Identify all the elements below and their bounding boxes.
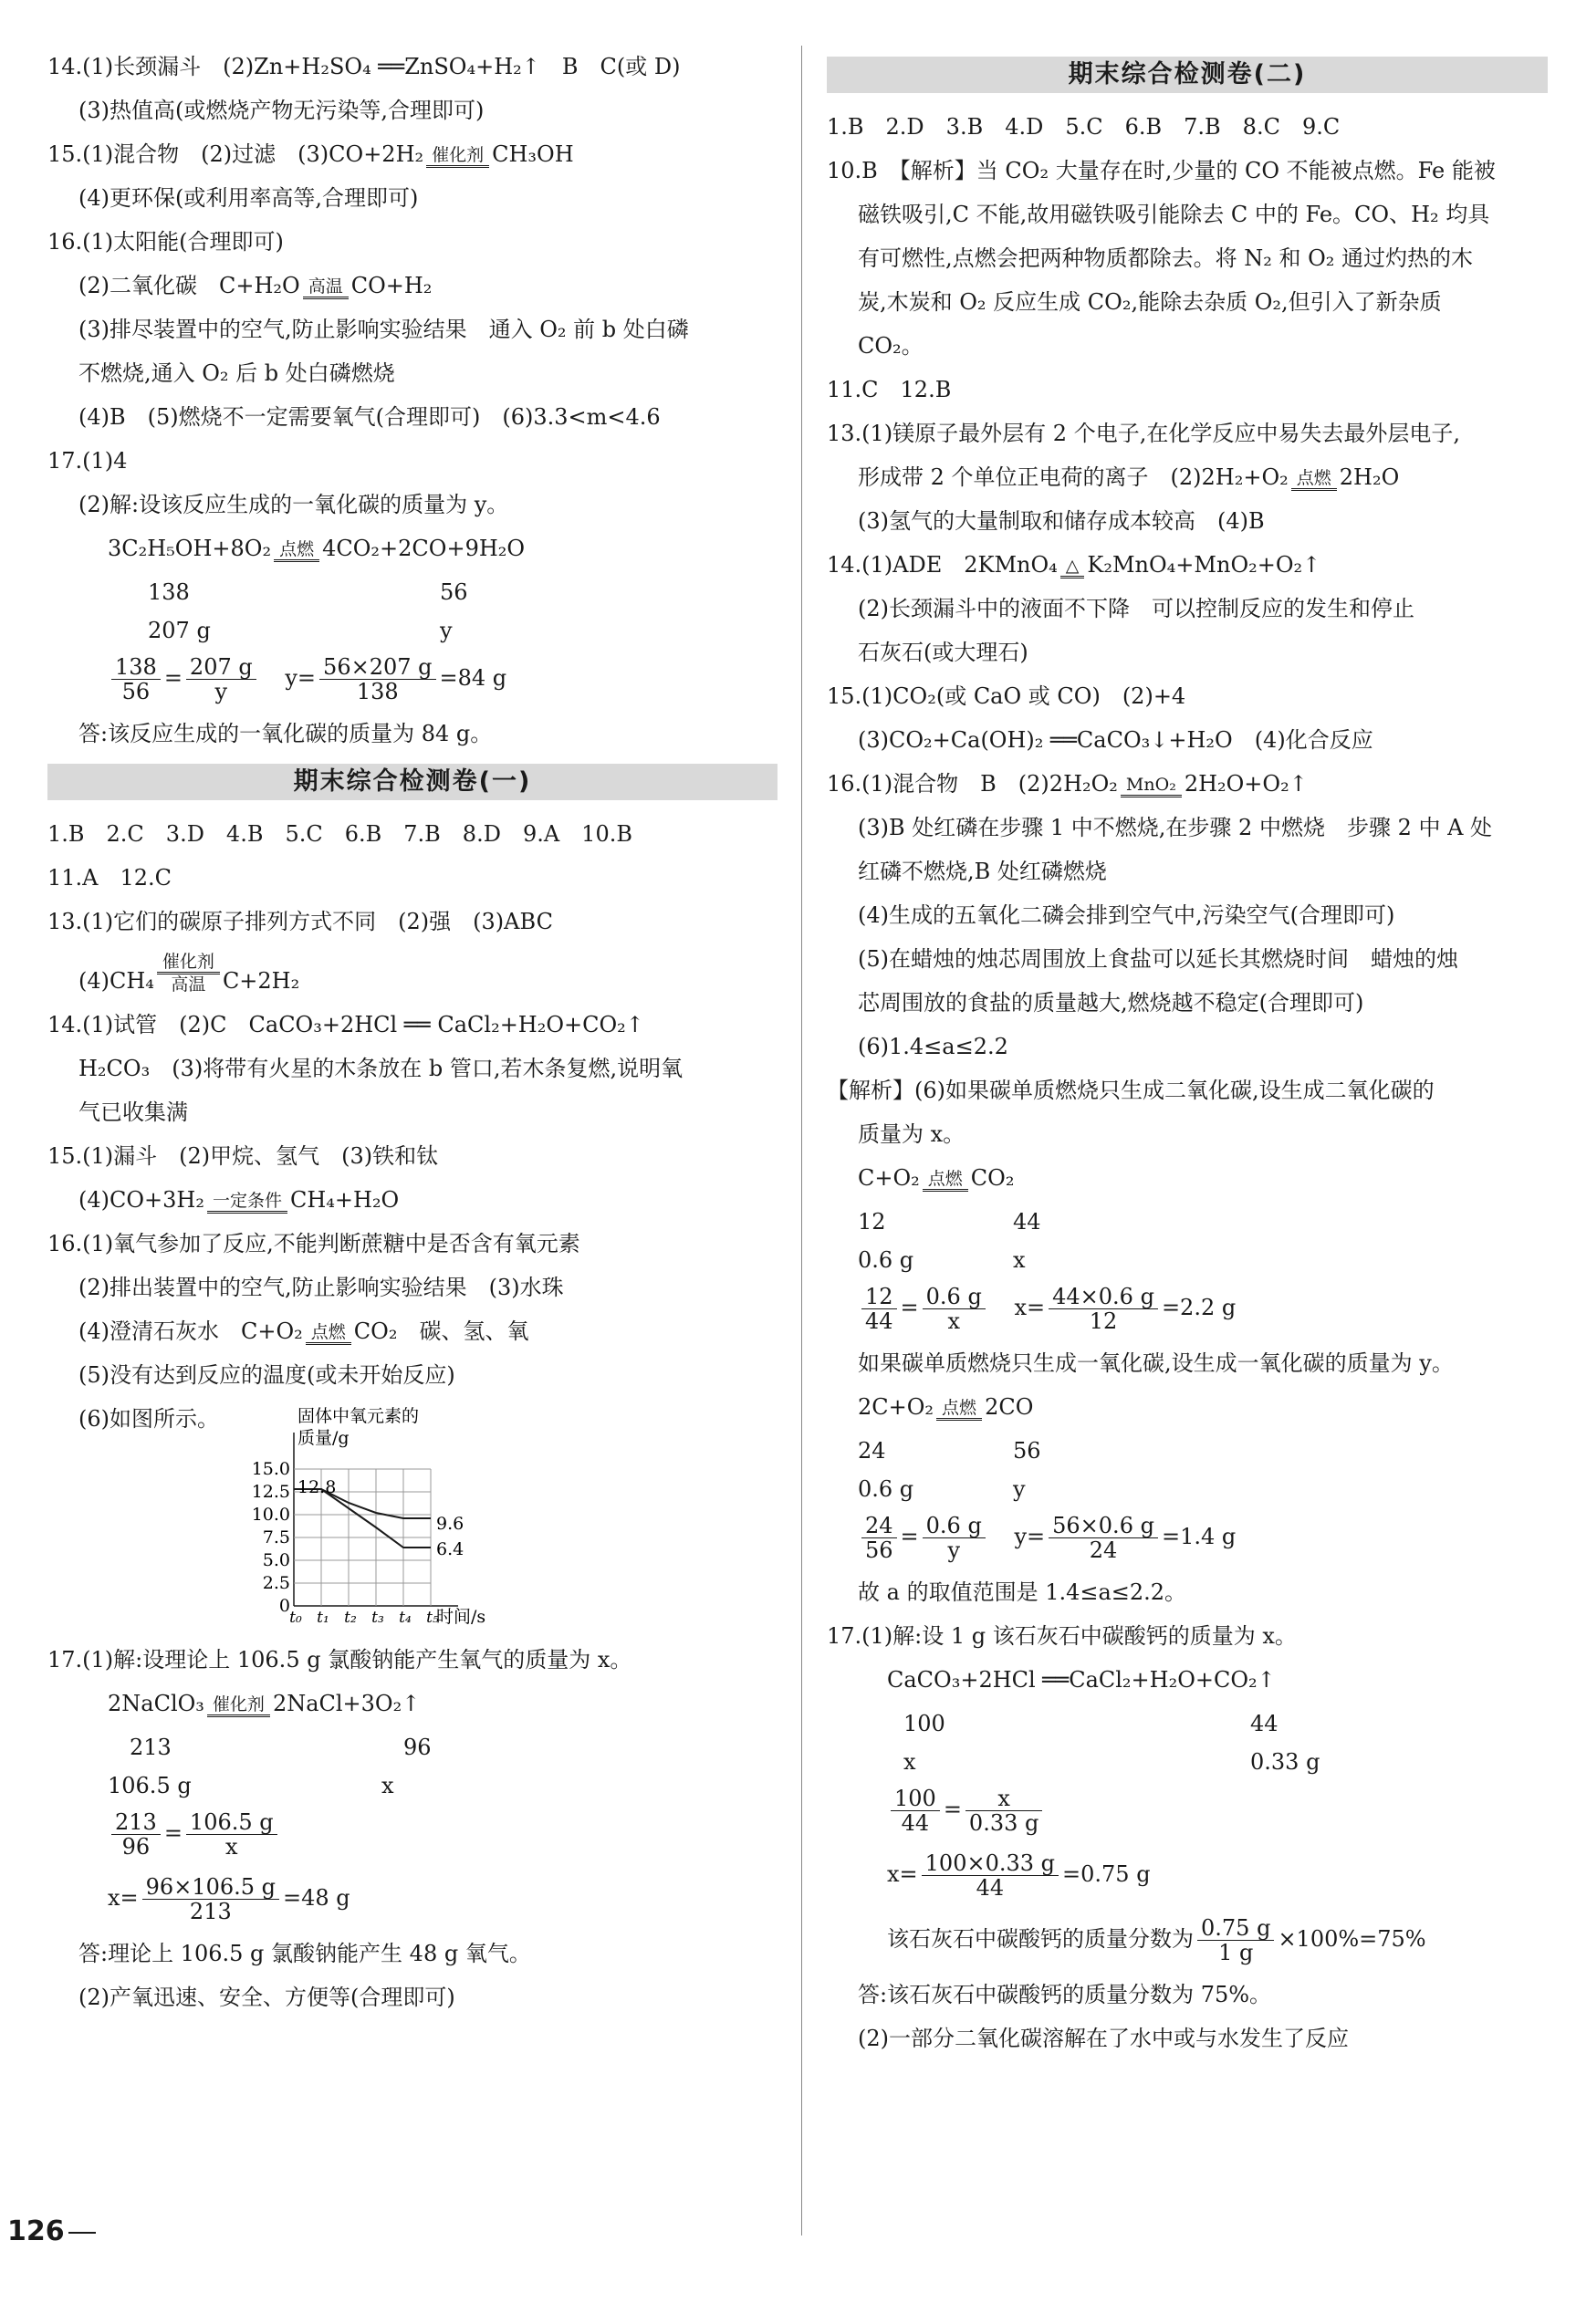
- s2-q13-line-3: (3)氢气的大量制取和储存成本较高 (4)B: [858, 508, 1265, 534]
- s1-q16-chart-row: [47, 1405, 778, 1633]
- q15-text: 15.(1)混合物 (2)过滤 (3)CO+2H₂: [47, 141, 424, 167]
- s2-q10-line-1: 10.B 【解析】当 CO₂ 大量存在时,少量的 CO 不能被点燃。Fe 能被: [827, 158, 1496, 183]
- s1-choices-1: 1.B 2.C 3.D 4.B 5.C 6.B 7.B 8.D 9.A 10.B: [47, 821, 632, 847]
- q15-product: CH₃OH: [492, 141, 574, 167]
- q16-line-4: 不燃烧,通入 O₂ 后 b 处白磷燃烧: [78, 360, 395, 386]
- oxygen-mass-chart: [230, 1405, 504, 1633]
- s2-eq2-proportion: $\frac{24}{56}$ = $\frac{0.6 g}{y}$ y= $\frac{56\times 0.6 g}{24}$ =1.4 g: [827, 1514, 1548, 1562]
- s2-eq1-mass-row: 12 44: [858, 1209, 1041, 1235]
- s1-q15-line-2: (4)CO+3H₂ 一定条件 CH₄+H₂O: [78, 1187, 400, 1213]
- reaction-condition: △: [1060, 556, 1085, 578]
- s2-q13-line-2: 形成带 2 个单位正电荷的离子 (2)2H₂+O₂ 点燃 2H₂O: [858, 464, 1400, 490]
- y-axis-label: 固体中氧元素的: [297, 1406, 420, 1426]
- s1-q17-line-2: (2)产氧迅速、安全、方便等(合理即可): [78, 1985, 455, 2010]
- s2-q14-line-1: 14.(1)ADE 2KMnO₄ △ K₂MnO₄+MnO₂+O₂↑: [827, 552, 1321, 578]
- section-title-exam-2: 期末综合检测卷(二): [827, 57, 1548, 93]
- x-tick-label: t₀: [289, 1609, 302, 1627]
- y-tick-label: 5.0: [262, 1550, 290, 1570]
- s2-q17-given-row: x 0.33 g: [903, 1749, 1320, 1775]
- s1-q13-line-1: 13.(1)它们的碳原子排列方式不同 (2)强 (3)ABC: [47, 909, 553, 934]
- s2-q16-line-6: 芯周围放的食盐的质量越大,燃烧越不稳定(合理即可): [858, 990, 1364, 1016]
- q17-mass-row: 138 56: [148, 579, 468, 605]
- s1-choices-2: 11.A 12.C: [47, 865, 172, 891]
- y-tick-label: 7.5: [262, 1527, 290, 1548]
- y-tick-label: 2.5: [262, 1573, 290, 1593]
- column-divider: [801, 46, 802, 2235]
- reaction-condition: 高温: [303, 276, 349, 299]
- s2-q16-line-2: (3)B 处红磷在步骤 1 中不燃烧,在步骤 2 中燃烧 步骤 2 中 A 处: [858, 815, 1493, 840]
- s2-q10-line-3: 有可燃性,点燃会把两种物质都除去。将 N₂ 和 O₂ 通过灼热的木: [858, 245, 1474, 271]
- x-tick-label: t₂: [344, 1609, 357, 1627]
- reaction-condition: 点燃: [936, 1398, 982, 1421]
- annotation-label: 6.4: [436, 1539, 464, 1559]
- reaction-condition: 点燃: [306, 1322, 351, 1345]
- x-tick-label: t₄: [399, 1609, 412, 1627]
- page-number: 126: [7, 2215, 96, 2247]
- section-title-exam-1: 期末综合检测卷(一): [47, 764, 778, 800]
- y-tick-label: 15.0: [251, 1459, 290, 1479]
- q17-equation: 3C₂H₅OH+8O₂ 点燃 4CO₂+2CO+9H₂O: [108, 536, 526, 561]
- s2-q17-proportion: $\frac{100}{44}$ = $\frac{x}{0.33 g}$: [827, 1787, 1548, 1835]
- q16-text: (2)二氧化碳 C+H₂O: [78, 273, 300, 298]
- x-axis-label: 时间/s: [436, 1607, 486, 1627]
- s2-q17-calc: x= $\frac{100\times 0.33 g}{44}$ =0.75 g: [887, 1850, 1151, 1901]
- s2-q16-line-4: (4)生成的五氧化二磷会排到空气中,污染空气(合理即可): [858, 902, 1395, 928]
- s1-q17-answer: 答:理论上 106.5 g 氯酸钠能产生 48 g 氧气。: [78, 1941, 531, 1966]
- s2-choices-2: 11.C 12.B: [827, 377, 952, 402]
- q15-line-2: (4)更环保(或利用率高等,合理即可): [78, 185, 419, 211]
- s2-q17-equation: CaCO₃+2HCl ══CaCl₂+H₂O+CO₂↑: [887, 1667, 1276, 1693]
- q17-line-2: (2)解:设该反应生成的一氧化碳的质量为 y。: [78, 492, 509, 517]
- s2-q17-mass-row: 100 44: [903, 1711, 1279, 1736]
- s2-choices-1: 1.B 2.D 3.B 4.D 5.C 6.B 7.B 8.C 9.C: [827, 114, 1341, 140]
- s2-q13-line-1: 13.(1)镁原子最外层有 2 个电子,在化学反应中易失去最外层电子,: [827, 421, 1460, 446]
- reaction-condition: 点燃: [1291, 468, 1337, 491]
- s1-q17-given-row: 106.5 g x: [108, 1773, 394, 1798]
- s2-eq1-given-row: 0.6 g x: [858, 1247, 1026, 1273]
- q16-product: CO+H₂: [350, 273, 433, 298]
- reaction-condition: 催化剂: [426, 145, 489, 168]
- s2-q10-line-2: 磁铁吸引,C 不能,故用磁铁吸引能除去 C 中的 Fe。CO、H₂ 均具: [858, 202, 1490, 227]
- left-column: [47, 53, 778, 2027]
- q17-given-row: 207 g y: [148, 618, 453, 643]
- s2-eq1-proportion: $\frac{12}{44}$ = $\frac{0.6 g}{x}$ x= $\frac{44\times 0.6 g}{12}$ =2.2 g: [827, 1285, 1548, 1333]
- reaction-condition: 点燃: [274, 539, 319, 562]
- reaction-condition: MnO₂: [1121, 775, 1182, 797]
- y-tick-label: 0: [278, 1596, 290, 1616]
- s1-q13-line-2: (4)CH₄ 催化剂 高温 C+2H₂: [78, 952, 300, 995]
- s1-q17-proportion: $\frac{213}{96}$ = $\frac{106.5 g}{x}$: [47, 1810, 778, 1859]
- s2-q16-line-1: 16.(1)混合物 B (2)2H₂O₂ MnO₂ 2H₂O+O₂↑: [827, 771, 1308, 797]
- s2-q17-line-2: (2)一部分二氧化碳溶解在了水中或与水发生了反应: [858, 2026, 1349, 2051]
- x-tick-label: t₅: [426, 1609, 439, 1627]
- s2-q16-line-7: (6)1.4≤a≤2.2: [858, 1034, 1008, 1059]
- y-tick-label: 10.0: [251, 1505, 290, 1525]
- s2-q16-analysis-1: 【解析】(6)如果碳单质燃烧只生成二氧化碳,设生成二氧化碳的: [827, 1078, 1435, 1103]
- q16-line-1: 16.(1)太阳能(合理即可): [47, 229, 284, 255]
- s1-q17-line-1: 17.(1)解:设理论上 106.5 g 氯酸钠能产生氧气的质量为 x。: [47, 1647, 632, 1673]
- s2-q16-analysis-4: 故 a 的取值范围是 1.4≤a≤2.2。: [858, 1579, 1187, 1605]
- s1-q16-line-5: (6)如图所示。: [78, 1406, 219, 1432]
- y-tick-label: 12.5: [251, 1482, 290, 1502]
- annotation-label: 12.8: [297, 1477, 337, 1497]
- q16-line-5: (4)B (5)燃烧不一定需要氧气(合理即可) (6)3.3<m<4.6: [78, 404, 661, 430]
- s1-q15-line-1: 15.(1)漏斗 (2)甲烷、氢气 (3)铁和钛: [47, 1143, 439, 1169]
- q17-answer: 答:该反应生成的一氧化碳的质量为 84 g。: [78, 721, 493, 746]
- s1-q17-equation: 2NaClO₃ 催化剂 2NaCl+3O₂↑: [108, 1691, 421, 1716]
- s2-q14-line-3: 石灰石(或大理石): [858, 640, 1028, 665]
- s1-q14-line-2: H₂CO₃ (3)将带有火星的木条放在 b 管口,若木条复燃,说明氧: [78, 1056, 684, 1081]
- annotation-label: 9.6: [436, 1514, 464, 1534]
- s2-eq2: 2C+O₂ 点燃 2CO: [858, 1394, 1034, 1420]
- s2-q15-line-1: 15.(1)CO₂(或 CaO 或 CO) (2)+4: [827, 683, 1186, 709]
- right-column: [827, 53, 1548, 2069]
- q16-line-3: (3)排尽装置中的空气,防止影响实验结果 通入 O₂ 前 b 处白磷: [78, 317, 689, 342]
- s2-q16-line-5: (5)在蜡烛的烛芯周围放上食盐可以延长其燃烧时间 蜡烛的烛: [858, 946, 1458, 972]
- s2-q17-line-1: 17.(1)解:设 1 g 该石灰石中碳酸钙的质量为 x。: [827, 1623, 1297, 1649]
- s2-q16-analysis-2: 质量为 x。: [858, 1121, 965, 1147]
- x-tick-label: t₁: [317, 1609, 329, 1627]
- s1-q14-line-1: 14.(1)试管 (2)C CaCO₃+2HCl ══ CaCl₂+H₂O+CO₂↑: [47, 1012, 644, 1037]
- x-tick-label: t₃: [371, 1609, 384, 1627]
- s2-q16-analysis-3: 如果碳单质燃烧只生成一氧化碳,设生成一氧化碳的质量为 y。: [858, 1350, 1454, 1376]
- s2-q15-line-2: (3)CO₂+Ca(OH)₂ ══CaCO₃↓+H₂O (4)化合反应: [858, 727, 1373, 753]
- s2-q10-line-5: CO₂。: [858, 333, 924, 359]
- s1-q16-line-1: 16.(1)氧气参加了反应,不能判断蔗糖中是否含有氧元素: [47, 1231, 580, 1256]
- s2-eq2-mass-row: 24 56: [858, 1438, 1041, 1464]
- s2-eq1: C+O₂ 点燃 CO₂: [858, 1165, 1015, 1191]
- q17-line-1: 17.(1)4: [47, 448, 128, 474]
- s2-q14-line-2: (2)长颈漏斗中的液面不下降 可以控制反应的发生和停止: [858, 596, 1414, 621]
- s2-eq2-given-row: 0.6 g y: [858, 1476, 1026, 1502]
- reaction-condition: 一定条件: [207, 1191, 287, 1214]
- s1-q17-calc: x= $\frac{96\times 106.5 g}{213}$ =48 g: [108, 1874, 350, 1924]
- reaction-condition: 催化剂: [207, 1694, 270, 1717]
- s2-q10-line-4: 炭,木炭和 O₂ 反应生成 CO₂,能除去杂质 O₂,但引入了新杂质: [858, 289, 1442, 315]
- q15-line-1: [47, 141, 778, 168]
- q17-proportion: $\frac{138}{56}$ = $\frac{207 g}{y}$ y= $\frac{56\times 207 g}{138}$ =84 g: [47, 655, 778, 703]
- reaction-condition: 催化剂 高温: [157, 952, 220, 995]
- q16-line-2: [47, 272, 778, 299]
- s2-q17-percentage: 该石灰石中碳酸钙的质量分数为 $\frac{0.75 g}{1 g}$ ×100%=75%: [887, 1915, 1426, 1965]
- s1-q16-line-4: (5)没有达到反应的温度(或未开始反应): [78, 1362, 455, 1388]
- s1-q16-line-2: (2)排出装置中的空气,防止影响实验结果 (3)水珠: [78, 1275, 564, 1300]
- q14-line-1: 14.(1)长颈漏斗 (2)Zn+H₂SO₄ ══ZnSO₄+H₂↑ B C(或 D): [47, 54, 681, 79]
- q14-line-2: (3)热值高(或燃烧产物无污染等,合理即可): [78, 98, 485, 123]
- s1-q16-line-3: (4)澄清石灰水 C+O₂ 点燃 CO₂ 碳、氢、氧: [78, 1318, 529, 1344]
- s1-q17-mass-row: 213 96: [130, 1735, 432, 1760]
- reaction-condition: 点燃: [923, 1169, 968, 1192]
- s2-q17-answer: 答:该石灰石中碳酸钙的质量分数为 75%。: [858, 1982, 1272, 2007]
- s1-q14-line-3: 气已收集满: [78, 1099, 188, 1125]
- y-axis-label-line-2: 质量/g: [297, 1428, 350, 1448]
- s2-q16-line-3: 红磷不燃烧,B 处红磷燃烧: [858, 859, 1107, 884]
